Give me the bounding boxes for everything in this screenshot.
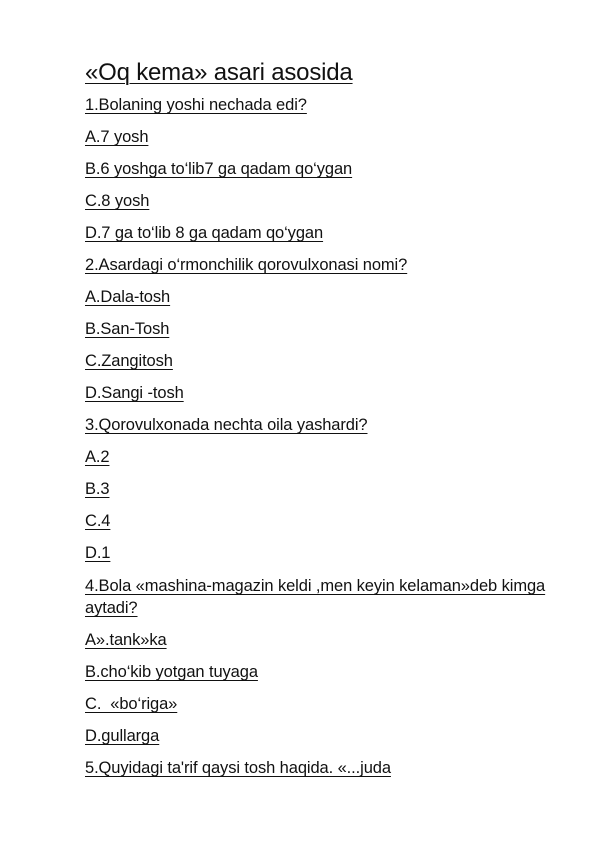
question-1-option-b: B.6 yoshga to‘lib7 ga qadam qo‘ygan [85, 160, 353, 178]
document-page [85, 58, 555, 790]
question-3-option-d: D.1 [85, 544, 111, 562]
question-4-option-b: B.cho‘kib yotgan tuyaga [85, 663, 258, 681]
question-1-option-c: C.8 yosh [85, 192, 150, 210]
question-4-option-a: A».tank»ka [85, 631, 167, 649]
question-1-option-d: D.7 ga to‘lib 8 ga qadam qo‘ygan [85, 224, 324, 242]
question-4-option-c: C. «bo‘riga» [85, 695, 178, 713]
question-4-option-d: D.gullarga [85, 727, 160, 745]
question-5: 5.Quyidagi ta'rif qaysi tosh haqida. «...juda [85, 759, 391, 777]
question-2-option-d: D.Sangi -tosh [85, 384, 184, 402]
question-3-option-b: B.3 [85, 480, 110, 498]
question-2-option-a: A.Dala-tosh [85, 288, 171, 306]
question-1-option-a: A.7 yosh [85, 128, 149, 146]
question-1: 1.Bolaning yoshi nechada edi? [85, 96, 307, 114]
question-3-option-a: A.2 [85, 448, 110, 466]
question-3-option-c: C.4 [85, 512, 111, 530]
question-3: 3.Qorovulxonada nechta oila yashardi? [85, 416, 368, 434]
document-title: «Oq kema» asari asosida [85, 59, 353, 86]
question-4: 4.Bola «mashina-magazin keldi ,men keyin kelaman»deb kimga aytadi? [85, 577, 546, 617]
question-2-option-c: C.Zangitosh [85, 352, 173, 370]
question-2-option-b: B.San-Tosh [85, 320, 170, 338]
question-2: 2.Asardagi o‘rmonchilik qorovulxonasi nomi? [85, 256, 408, 274]
